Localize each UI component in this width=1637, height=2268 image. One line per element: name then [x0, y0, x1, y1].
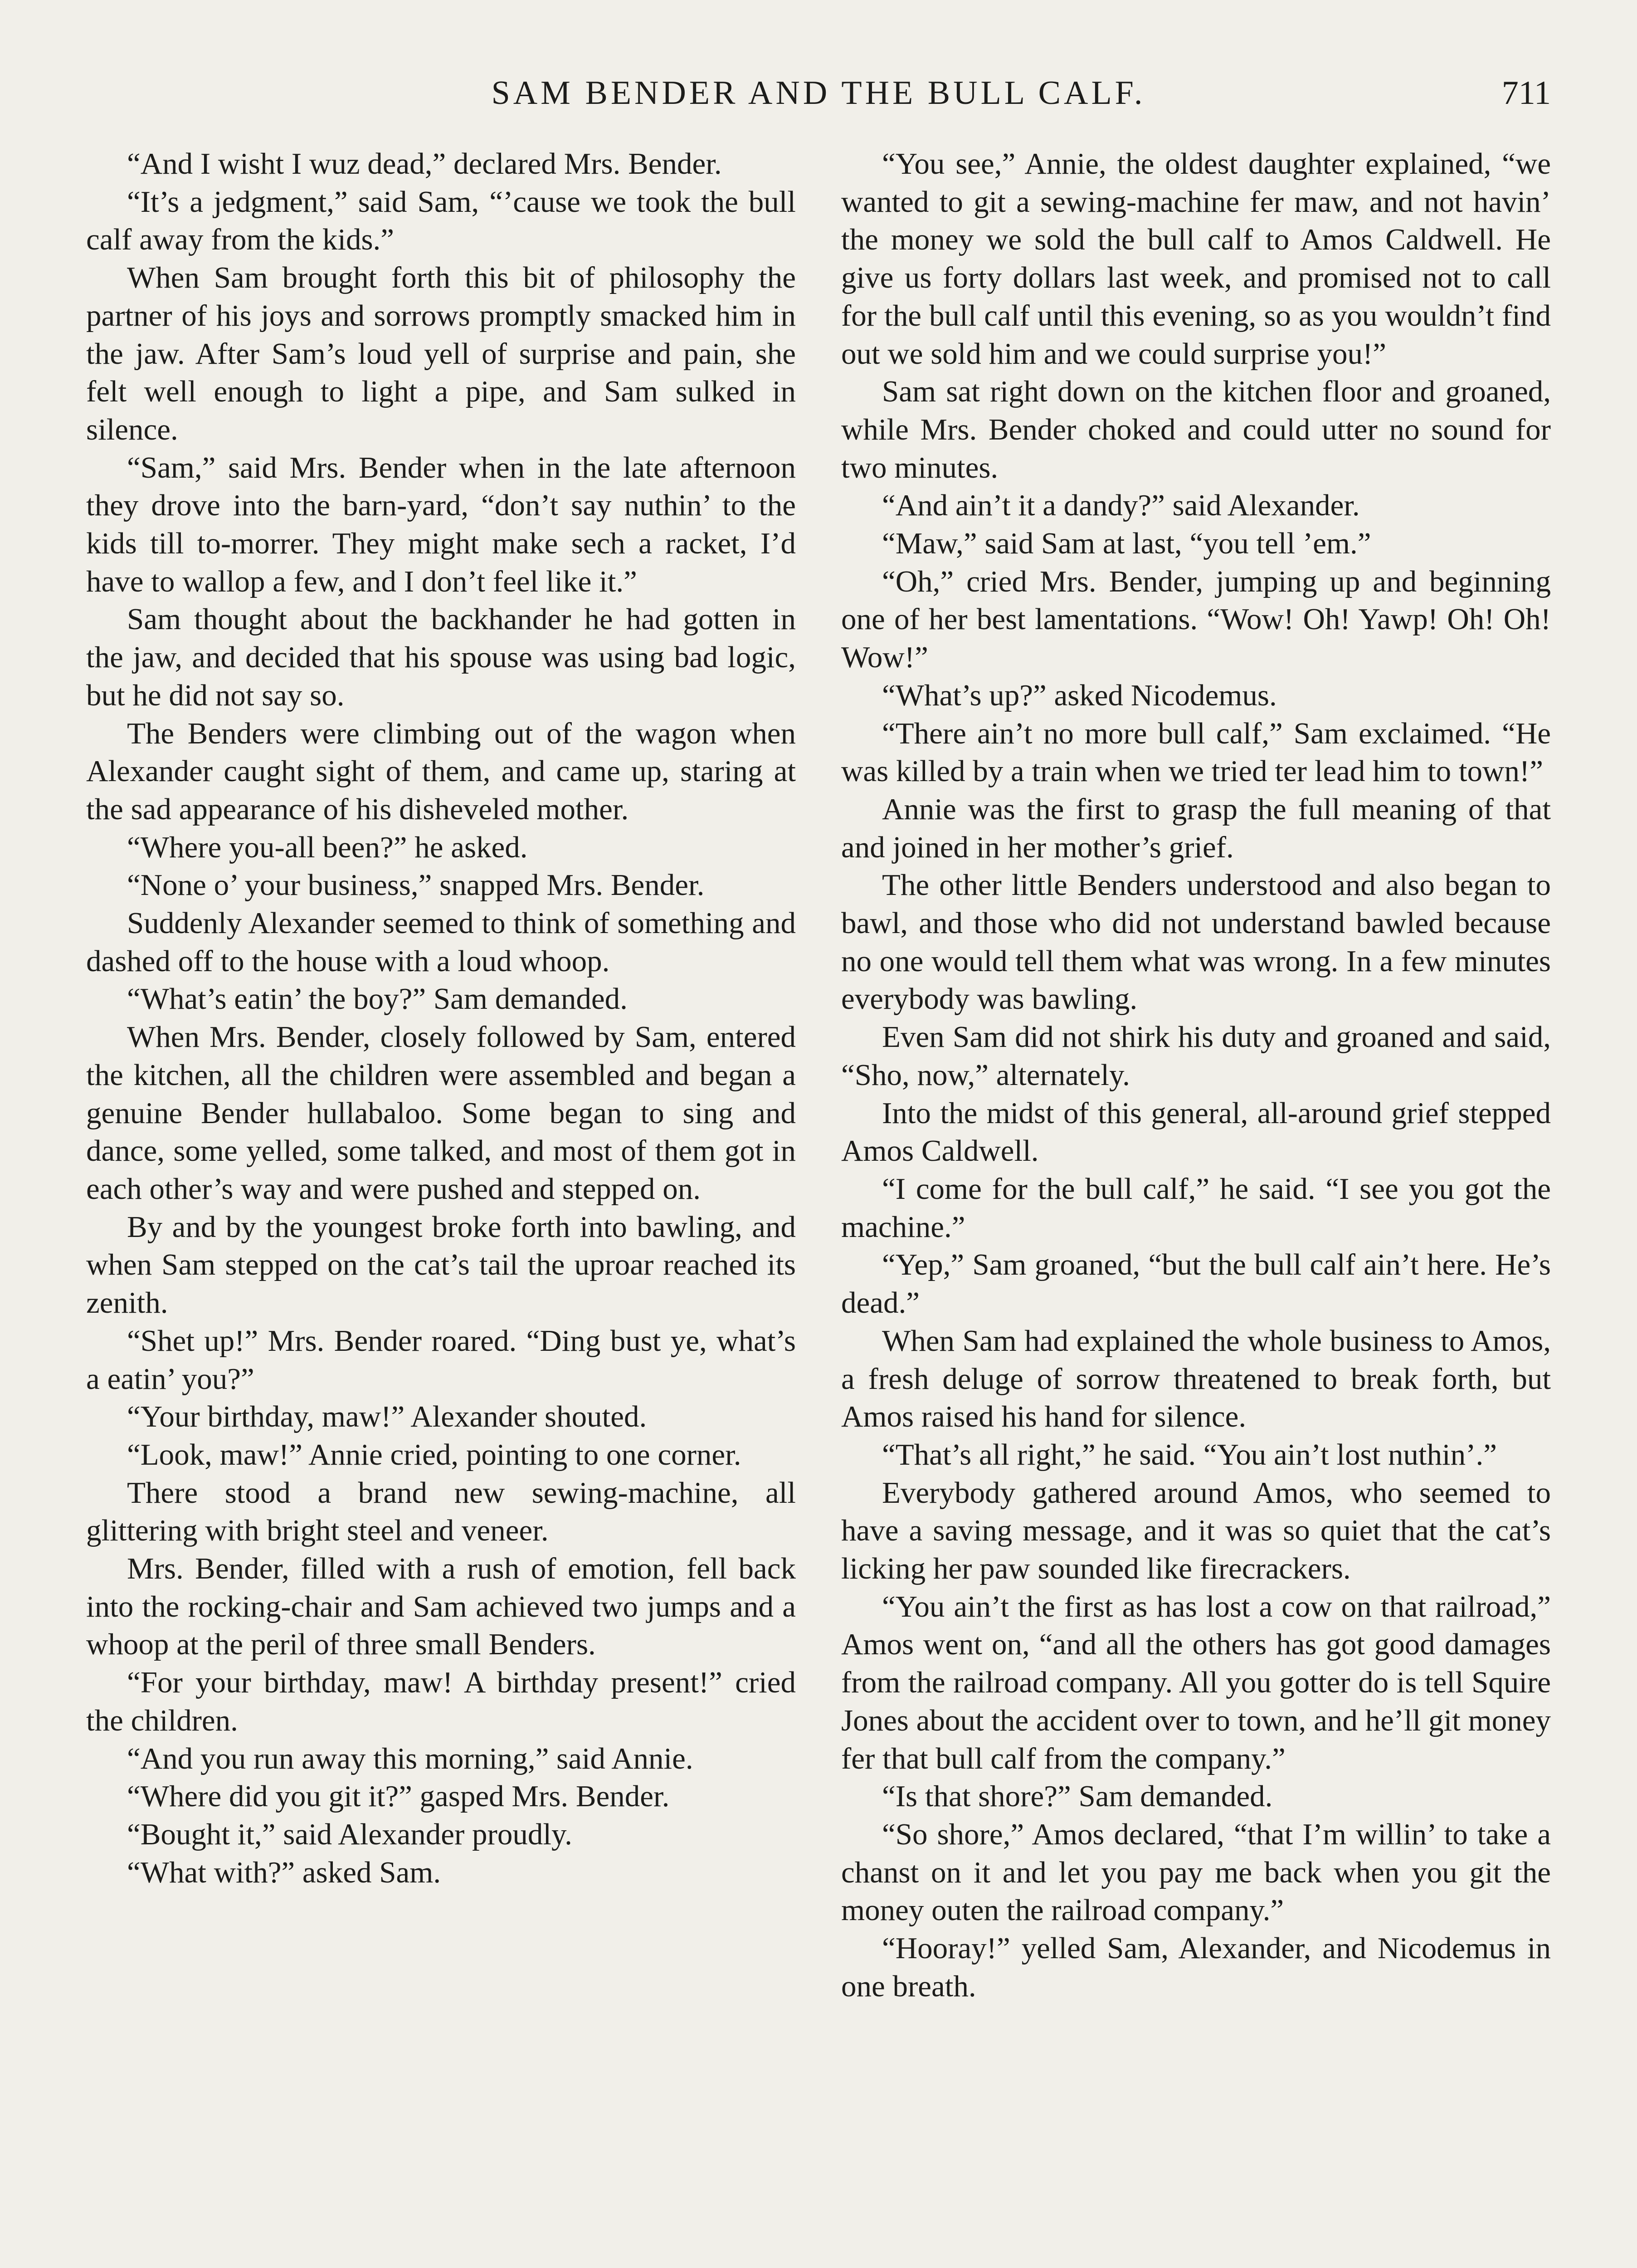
paragraph: The Benders were climbing out of the wagon when Alexander caught sight of them, and came up, staring at the sad appearance of his disheveled mother. [86, 716, 796, 826]
paragraph: By and by the youngest broke forth into bawling, and when Sam stepped on the cat’s tail the uproar reached its zenith. [86, 1210, 796, 1320]
paragraph: “Where did you git it?” gasped Mrs. Bender. [127, 1779, 670, 1813]
paragraph: “Your birthday, maw!” Alexander shouted. [127, 1400, 647, 1434]
paragraph: “And ain’t it a dandy?” said Alexander. [882, 489, 1360, 523]
paragraph: “That’s all right,” he said. “You ain’t lost nuthin’.” [882, 1437, 1497, 1471]
paragraph: “None o’ your business,” snapped Mrs. Bender. [127, 868, 705, 902]
paragraph: Everybody gathered around Amos, who seemed to have a saving message, and it was so quiet that the cat’s licking her paw sounded like firecrackers. [841, 1476, 1551, 1586]
paragraph: “Yep,” Sam groaned, “but the bull calf ain’t here. He’s dead.” [841, 1248, 1551, 1320]
paragraph: Suddenly Alexander seemed to think of something and dashed off to the house with a loud whoop. [86, 906, 796, 978]
paragraph: “It’s a jedgment,” said Sam, “’cause we took the bull calf away from the kids.” [86, 185, 796, 257]
paragraph: The other little Benders understood and also began to bawl, and those who did not understand bawled because no one would tell them what was wrong. In a few minutes everybody was bawling. [841, 868, 1551, 1016]
paragraph: When Sam brought forth this bit of philosophy the partner of his joys and sorrows promptly smacked him in the jaw. After Sam’s loud yell of surprise and pain, she felt well enough to light a pipe, and Sam sulked in silence. [86, 261, 796, 446]
paragraph: Sam thought about the backhander he had gotten in the jaw, and decided that his spouse was using bad logic, but he did not say so. [86, 602, 796, 712]
paragraph: “Hooray!” yelled Sam, Alexander, and Nicodemus in one breath. [841, 1931, 1551, 2003]
paragraph: “For your birthday, maw! A birthday present!” cried the children. [86, 1666, 796, 1737]
paragraph: “So shore,” Amos declared, “that I’m willin’ to take a chanst on it and let you pay me back when you git the money outen the railroad company.” [841, 1817, 1551, 1927]
running-title: SAM BENDER AND THE BULL CALF. [491, 74, 1146, 112]
paragraph: “Look, maw!” Annie cried, pointing to one corner. [127, 1437, 741, 1471]
paragraph: “Sam,” said Mrs. Bender when in the late afternoon they drove into the barn-yard, “don’t say nuthin’ to the kids till to-morrer. They might make sech a racket, I’d have to wallop a few, and I don’t feel like it.” [86, 450, 796, 598]
paragraph: “What with?” asked Sam. [127, 1855, 441, 1889]
paragraph: “What’s eatin’ the boy?” Sam demanded. [127, 982, 628, 1016]
paragraph: Annie was the first to grasp the full meaning of that and joined in her mother’s grief. [841, 792, 1551, 864]
paragraph: Mrs. Bender, filled with a rush of emotion, fell back into the rocking-chair and Sam achieved two jumps and a whoop at the peril of three small Benders. [86, 1552, 796, 1662]
paragraph: There stood a brand new sewing-machine, all glittering with bright steel and veneer. [86, 1476, 796, 1548]
paragraph: “And you run away this morning,” said Annie. [127, 1741, 693, 1775]
paragraph: “You ain’t the first as has lost a cow on that railroad,” Amos went on, “and all the others has got good damages from the railroad company. All you gotter do is tell Squire Jones about the accident over to town, and he’ll git money fer that bull calf from the company.” [841, 1589, 1551, 1775]
paragraph: “Oh,” cried Mrs. Bender, jumping up and beginning one of her best lamentations. “Wow! Oh! Yawp! Oh! Oh! Wow!” [841, 564, 1551, 675]
paragraph: “Bought it,” said Alexander proudly. [127, 1817, 572, 1851]
paragraph: “Where you-all been?” he asked. [127, 830, 528, 864]
page-header [86, 68, 1551, 118]
paragraph: “There ain’t no more bull calf,” Sam exclaimed. “He was killed by a train when we tried ter lead him to town!” [841, 716, 1551, 788]
paragraph: “Shet up!” Mrs. Bender roared. “Ding bust ye, what’s a eatin’ you?” [86, 1324, 796, 1396]
paragraph: “And I wisht I wuz dead,” declared Mrs. Bender. [127, 147, 722, 181]
page-number: 711 [1501, 74, 1551, 112]
paragraph: “What’s up?” asked Nicodemus. [882, 678, 1277, 712]
paragraph: “I come for the bull calf,” he said. “I see you got the machine.” [841, 1172, 1551, 1244]
paragraph: Even Sam did not shirk his duty and groaned and said, “Sho, now,” alternately. [841, 1020, 1551, 1092]
paragraph: Sam sat right down on the kitchen floor and groaned, while Mrs. Bender choked and could utter no sound for two minutes. [841, 375, 1551, 484]
paragraph: When Mrs. Bender, closely followed by Sam, entered the kitchen, all the children were assembled and began a genuine Bender hullabaloo. Some began to sing and dance, some yelled, some talked, and most of them got in each other’s way and were pushed and stepped on. [86, 1020, 796, 1206]
paragraph: “Is that shore?” Sam demanded. [882, 1779, 1273, 1813]
paragraph: Into the midst of this general, all-around grief stepped Amos Caldwell. [841, 1096, 1551, 1168]
paragraph: “Maw,” said Sam at last, “you tell ’em.” [882, 527, 1371, 561]
paragraph: When Sam had explained the whole business to Amos, a fresh deluge of sorrow threatened to break forth, but Amos raised his hand for silence. [841, 1324, 1551, 1434]
right-column [841, 145, 1551, 2005]
left-column [86, 145, 796, 1892]
paragraph: “You see,” Annie, the oldest daughter explained, “we wanted to git a sewing-machine fer maw, and not havin’ the money we sold the bull calf to Amos Caldwell. He give us forty dollars last week, and promised not to call for the bull calf until this evening, so as you wouldn’t find out we sold him and we could surprise you!” [841, 147, 1551, 371]
